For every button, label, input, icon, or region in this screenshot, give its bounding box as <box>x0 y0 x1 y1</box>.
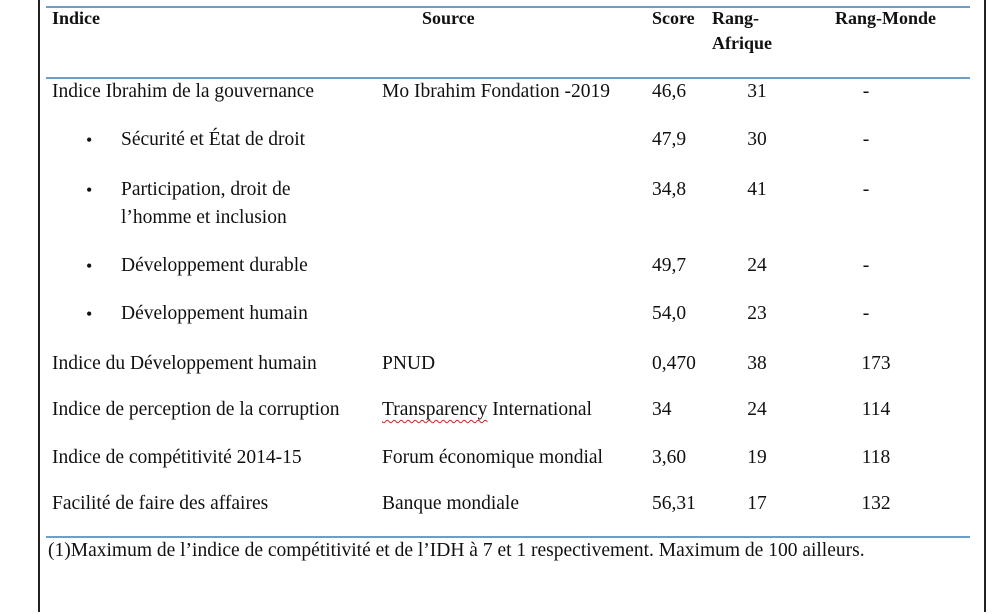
cell-source: PNUD <box>382 353 436 374</box>
bullet-icon: • <box>86 130 93 150</box>
cell-score: 3,60 <box>652 447 687 468</box>
cell-rang-afrique: 24 <box>747 399 767 420</box>
cell-rang-afrique: 17 <box>747 493 767 514</box>
bullet-icon: • <box>86 304 93 324</box>
cell-indice: Indice du Développement humain <box>52 353 317 374</box>
cell-rang-afrique: 30 <box>747 129 767 150</box>
cell-source: Mo Ibrahim Fondation -2019 <box>382 81 611 102</box>
cell-rang-monde: 114 <box>861 399 891 420</box>
header-rang-monde: Rang-Monde <box>835 8 937 28</box>
bullet-icon: • <box>86 256 93 276</box>
cell-indice-line2: l’homme et inclusion <box>121 207 287 228</box>
cell-rang-monde: - <box>862 81 870 102</box>
cell-rang-monde: 173 <box>861 353 891 374</box>
cell-source <box>382 396 592 424</box>
cell-score: 0,470 <box>652 353 696 374</box>
cell-indice: Développement humain <box>121 303 308 324</box>
cell-indice: Facilité de faire des affaires <box>52 493 269 514</box>
table-top-rule <box>46 6 970 8</box>
cell-indice: Développement durable <box>121 255 308 276</box>
header-source: Source <box>422 8 475 28</box>
cell-rang-afrique: 31 <box>747 81 767 102</box>
cell-rang-afrique: 23 <box>747 303 767 324</box>
table-footnote: (1)Maximum de l’indice de compétitivité et de l’IDH à 7 et 1 respectivement. Maximum de 100 ailleurs. <box>48 540 865 561</box>
header-score: Score <box>652 8 695 28</box>
cell-indice-line1: Participation, droit de <box>121 179 291 200</box>
cell-rang-monde: 132 <box>861 493 891 514</box>
cell-indice: Indice Ibrahim de la gouvernance <box>52 81 315 102</box>
cell-score: 56,31 <box>652 493 696 514</box>
cell-source: Forum économique mondial <box>382 447 603 468</box>
cell-source-rest: International <box>487 399 592 420</box>
cell-score: 47,9 <box>652 129 687 150</box>
cell-score: 46,6 <box>652 81 687 102</box>
cell-rang-monde: - <box>862 179 870 200</box>
spellcheck-flagged-word: Transparency <box>382 399 488 420</box>
cell-source: Banque mondiale <box>382 493 520 514</box>
bullet-icon: • <box>86 180 93 200</box>
cell-rang-afrique: 41 <box>747 179 767 200</box>
cell-rang-monde: - <box>862 129 870 150</box>
cell-score: 49,7 <box>652 255 687 276</box>
cell-rang-afrique: 19 <box>747 447 767 468</box>
cell-score: 54,0 <box>652 303 687 324</box>
header-rang-afrique-line2: Afrique <box>712 33 772 53</box>
cell-rang-afrique: 38 <box>747 353 767 374</box>
cell-indice: Indice de compétitivité 2014-15 <box>52 447 302 468</box>
cell-rang-monde: 118 <box>861 447 891 468</box>
cell-indice: Indice de perception de la corruption <box>52 399 340 420</box>
header-rang-afrique-line1: Rang- <box>712 8 760 28</box>
cell-indice: Sécurité et État de droit <box>121 129 306 150</box>
cell-rang-afrique: 24 <box>747 255 767 276</box>
cell-score: 34 <box>652 399 672 420</box>
cell-score: 34,8 <box>652 179 687 200</box>
cell-rang-monde: - <box>862 255 870 276</box>
header-indice: Indice <box>52 8 101 28</box>
cell-rang-monde: - <box>862 303 870 324</box>
